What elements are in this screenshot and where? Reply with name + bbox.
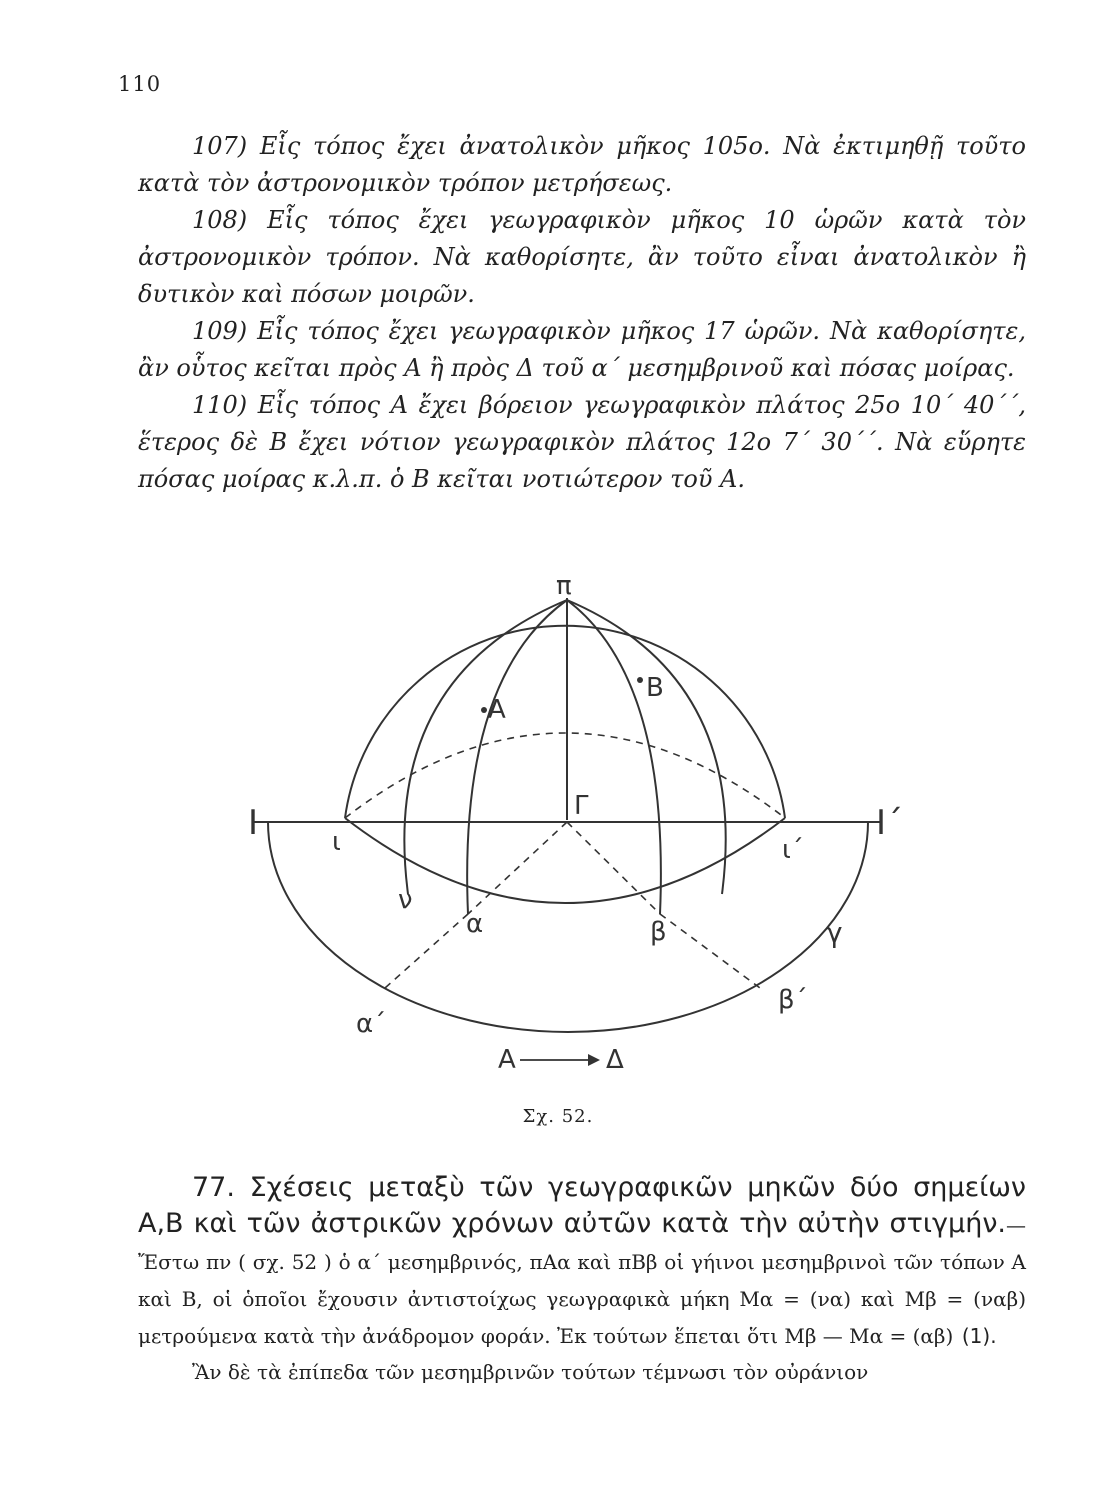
- meridian-right-outer: [567, 600, 726, 894]
- exercise-number: 109): [192, 317, 248, 345]
- label-beta-prime: β΄: [778, 985, 808, 1015]
- label-alpha-prime: α΄: [356, 1009, 387, 1039]
- ray-beta: [567, 822, 660, 914]
- exercise-number: 110): [192, 391, 248, 419]
- exercise-list: [138, 128, 1026, 498]
- exercise-109: [138, 313, 1026, 387]
- meridian-b: [567, 600, 661, 914]
- label-alpha: α: [466, 909, 484, 939]
- section-last-line: Ἂν δὲ τὰ ἐπίπεδα τῶν μεσημβρινῶν τούτων τέμνωσι τὸν οὐράνιον: [192, 1360, 869, 1384]
- label-center: Γ: [574, 791, 589, 821]
- page-number: 110: [118, 72, 162, 96]
- label-point-b: Β: [646, 673, 664, 703]
- section-title: 77. Σχέσεις μεταξὺ τῶν γεωγραφικῶν μηκῶν δύο σημείων Α,Β καὶ τῶν ἀστρικῶν χρόνων αὐτῶν κατὰ τὴν αὐτὴν στιγμήν.: [138, 1172, 1026, 1239]
- equation-number: (1).: [961, 1324, 997, 1348]
- ray-beta-prime: [660, 914, 760, 988]
- label-left-end: Ι: [248, 803, 259, 843]
- exercise-text: Εἷς τόπος Α ἔχει βόρειον γεωγραφικὸν πλάτος 25ο 10΄ 40΄΄, ἕτερος δὲ Β ἔχει νότιον γεωγραφικὸν πλάτος 12ο 7΄ 30΄΄. Νὰ εὕρητε πόσας μοίρας κ.λ.π. ὁ Β κεῖται νοτιώτερον τοῦ Α.: [138, 391, 1026, 493]
- exercise-107: [138, 128, 1026, 202]
- label-nu: ν: [398, 885, 413, 915]
- ray-alpha: [468, 822, 567, 914]
- meridian-left-outer: [404, 600, 567, 894]
- label-right-end: Ι΄: [876, 803, 904, 843]
- label-dir-to: Δ: [606, 1045, 624, 1075]
- exercise-108: [138, 202, 1026, 313]
- label-beta: β: [650, 917, 667, 947]
- exercise-text: Εἷς τόπος ἔχει γεωγραφικὸν μῆκος 10 ὡρῶν κατὰ τὸν ἀστρονομικὸν τρόπον. Νὰ καθορίσητε, ἂν τοῦτο εἶναι ἀνατολικὸν ἢ δυτικὸν καὶ πόσων μοιρῶν.: [138, 206, 1026, 308]
- label-iota: ι: [332, 827, 341, 857]
- section-body-start: —Ἔστω πν ( σχ. 52 ) ὁ α΄ μεσημβρινός, πΑα καὶ πΒβ οἱ γήινοι μεσημβρινοὶ τῶν τόπων Α καὶ Β, οἱ ὁποῖοι ἔχουσιν ἀντιστοίχως γεωγραφικὰ μήκη Μα = (να) καὶ Μβ = (ναβ) μετρούμενα κατὰ τὴν ἀνάδρομον φοράν. Ἐκ τούτων ἕπεται ὅτι Μβ — Μα = (αβ): [138, 1213, 1026, 1348]
- exercise-110: [138, 387, 1026, 498]
- label-point-a: Α: [488, 695, 506, 725]
- meridian-a: [467, 600, 567, 914]
- label-gamma: γ: [826, 916, 843, 949]
- exercise-number: 107): [192, 132, 248, 160]
- figure-caption: Σχ. 52.: [522, 1106, 594, 1127]
- label-iota-prime: ι΄: [782, 835, 804, 865]
- exercise-number: 108): [192, 206, 248, 234]
- point-b-dot: [637, 677, 643, 683]
- exercise-text: Εἷς τόπος ἔχει ἀνατολικὸν μῆκος 105ο. Νὰ ἐκτιμηθῇ τοῦτο κατὰ τὸν ἀστρονομικὸν τρόπον μετρήσεως.: [138, 132, 1026, 197]
- direction-arrow-head: [588, 1054, 600, 1066]
- section-body: [138, 1354, 1026, 1391]
- section-77: [138, 1170, 1026, 1391]
- point-a-dot: [481, 707, 487, 713]
- ray-alpha-prime: [385, 914, 468, 988]
- figure-52: [230, 568, 910, 1088]
- section-heading: [138, 1170, 1026, 1354]
- label-pole: π: [556, 571, 572, 601]
- label-dir-from: Α: [498, 1045, 516, 1075]
- exercise-text: Εἷς τόπος ἔχει γεωγραφικὸν μῆκος 17 ὡρῶν. Νὰ καθορίσητε, ἂν οὗτος κεῖται πρὸς Α ἢ πρὸς Δ τοῦ α΄ μεσημβρινοῦ καὶ πόσας μοίρας.: [138, 317, 1026, 382]
- hemisphere-outline: [345, 626, 785, 818]
